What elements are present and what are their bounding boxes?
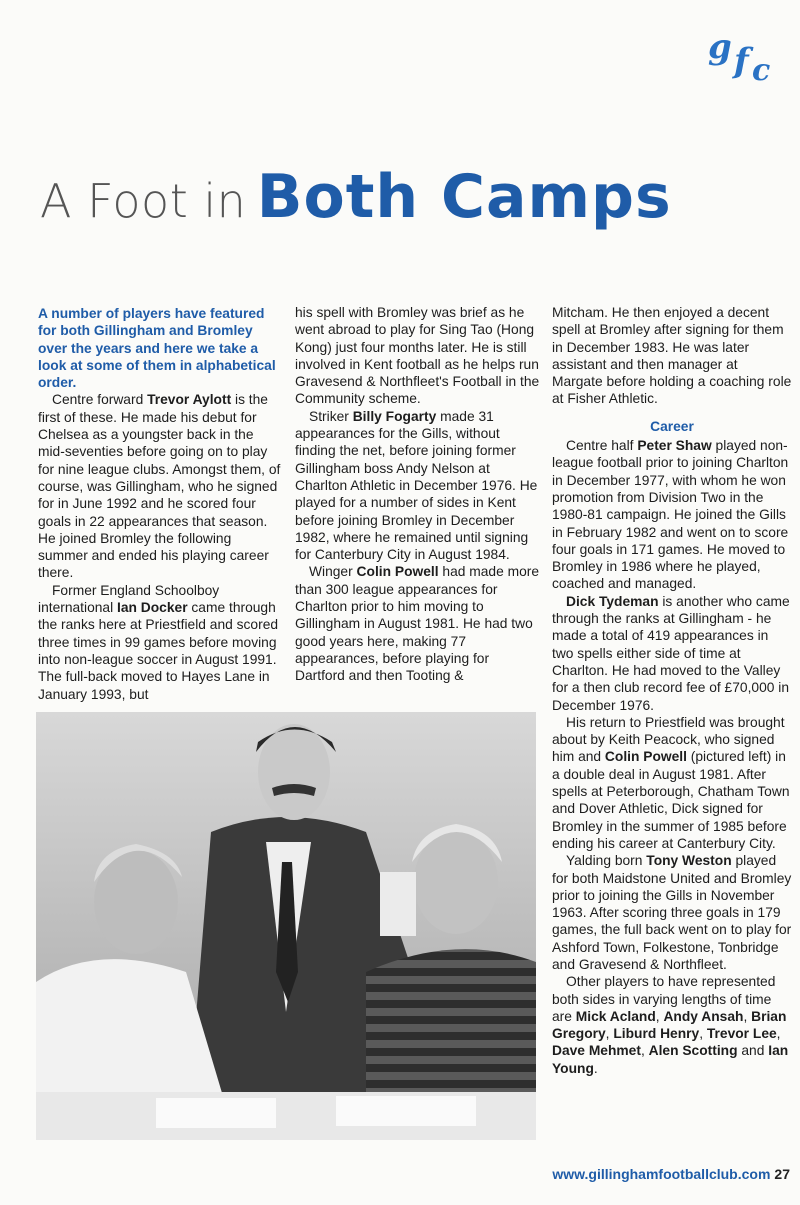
separator: . (593, 1060, 598, 1076)
player-name: Billy Fogarty (352, 408, 437, 424)
paragraph-shaw (552, 437, 792, 593)
paragraph-powell (295, 563, 540, 684)
text-span: is another who came through the ranks at Gillingham - he made a total of 419 appearances in two spells either side of time at Charlton. He had moved to the Valley for a then club record fee of £70,000 in December 1976. (552, 593, 790, 713)
text-span: (pictured left) in a double deal in August 1981. After spells at Peterborough, Chatham Town and Dover Athletic, Dick signed for Bromley in the summer of 1985 before ending his career at Canterbury City. (552, 749, 790, 851)
column-3 (552, 304, 792, 1077)
player-name: Trevor Aylott (147, 392, 232, 408)
player-name: Trevor Lee (706, 1026, 777, 1042)
svg-text:f: f (734, 41, 749, 81)
player-signing-photo (36, 712, 536, 1140)
page-title (40, 162, 760, 252)
player-name: Ian Docker (117, 600, 188, 616)
title-bold: Both Camps (256, 162, 672, 232)
separator: , (655, 1008, 664, 1024)
player-name: Tony Weston (646, 853, 732, 869)
paragraph-aylott (38, 391, 284, 581)
column-2 (295, 304, 540, 685)
text-span: Yalding born (566, 853, 647, 869)
separator: , (743, 1008, 752, 1024)
separator: and (737, 1043, 769, 1059)
paragraph-tydeman (552, 593, 792, 714)
svg-text:g: g (708, 28, 732, 67)
separator: , (776, 1026, 781, 1042)
separator: , (699, 1026, 707, 1042)
player-name: Colin Powell (356, 564, 439, 580)
text-span: is the first of these. He made his debut for Chelsea as a youngster back in the mid-seventies before going on to play for nine league clubs. Amongst them, of course, was Gillingham, who he signed for in June 1992 and he scored four goals in 22 appearances that season. He joined Bromley the following summer and ended his playing career there. (38, 392, 281, 581)
text-span: Winger (309, 564, 357, 580)
text-span: had made more than 300 league appearances for Charlton prior to him moving to Gillingham in August 1981. He had two good years here, making 77 appearances, before playing for Dartford and then Tooting & (295, 564, 540, 684)
text-span: Centre forward (52, 392, 148, 408)
paragraph-docker (38, 582, 284, 703)
player-name: Mick Acland (575, 1008, 656, 1024)
paragraph-fogarty (295, 408, 540, 564)
svg-text:c: c (752, 53, 771, 86)
website-link[interactable]: www.gillinghamfootballclub.com (552, 1166, 771, 1182)
separator: , (605, 1026, 614, 1042)
player-name: Ian Young (552, 1043, 789, 1076)
player-name: Brian Gregory (552, 1008, 787, 1042)
player-name: Colin Powell (604, 749, 687, 765)
player-name: Alen Scotting (648, 1043, 738, 1059)
text-span: Centre half (566, 438, 638, 454)
paragraph-docker-cont: his spell with Bromley was brief as he went abroad to play for Sing Tao (Hong Kong) just four months later. He is still involved in Kent football as he helps run Gravesend & Northfleet's Football in the Community scheme. (295, 305, 540, 407)
column-1 (38, 305, 284, 703)
player-name: Liburd Henry (613, 1026, 700, 1042)
paragraph-powell-cont: Mitcham. He then enjoyed a decent spell at Bromley after signing for them in December 1983. He was later assistant and then manager at Margate before holding a coaching role at Fisher Athletic. (552, 305, 792, 407)
text-span: played non-league football prior to joining Charlton in December 1977, with whom he won promotion from Division Two in the 1980-81 campaign. He joined the Gills in February 1982 and went on to score four goals in 171 games. He moved to Bromley in 1986 where he played, coached and managed. (552, 438, 789, 592)
player-name: Peter Shaw (637, 438, 712, 454)
paragraph-weston (552, 852, 792, 973)
paragraph-others (552, 973, 792, 1077)
player-name: Dick Tydeman (566, 593, 659, 609)
page-number: 27 (774, 1166, 790, 1182)
separator: , (640, 1043, 649, 1059)
text-span: Striker (309, 408, 353, 424)
paragraph-return (552, 714, 792, 852)
text-span: came through the ranks here at Priestfield and scored three times in 99 games before moving into non-league soccer in August 1991. The full-back moved to Hayes Lane in January 1993, but (38, 600, 279, 702)
text-span: Other players to have represented both sides in varying lengths of time are (552, 974, 776, 1024)
text-span: made 31 appearances for the Gills, without finding the net, before joining former Gillingham boss Andy Nelson at Charlton Athletic in December 1976. He played for a number of sides in Kent before joining Bromley in December 1982, where he remained until signing for Canterbury City in August 1984. (295, 408, 538, 563)
player-name: Dave Mehmet (552, 1043, 641, 1059)
text-span: Former England Schoolboy international (38, 582, 220, 616)
page-footer (520, 1166, 790, 1182)
club-logo-icon (704, 28, 784, 86)
player-name: Andy Ansah (663, 1008, 744, 1024)
intro-paragraph: A number of players have featured for both Gillingham and Bromley over the years and here we take a look at some of them in alphabetical order. (38, 306, 276, 391)
section-heading-career: Career (650, 418, 694, 434)
text-span: played for both Maidstone United and Bromley prior to joining the Gills in November 1963. After scoring three goals in 179 games, the full back went on to play for Ashford Town, Folkestone, Tonbridge and Gravesend & Northfleet. (552, 853, 792, 972)
title-plain: A Foot in (40, 174, 247, 228)
text-span: His return to Priestfield was brought about by Keith Peacock, who signed him and (552, 714, 785, 765)
photo-illustration (36, 712, 536, 1140)
